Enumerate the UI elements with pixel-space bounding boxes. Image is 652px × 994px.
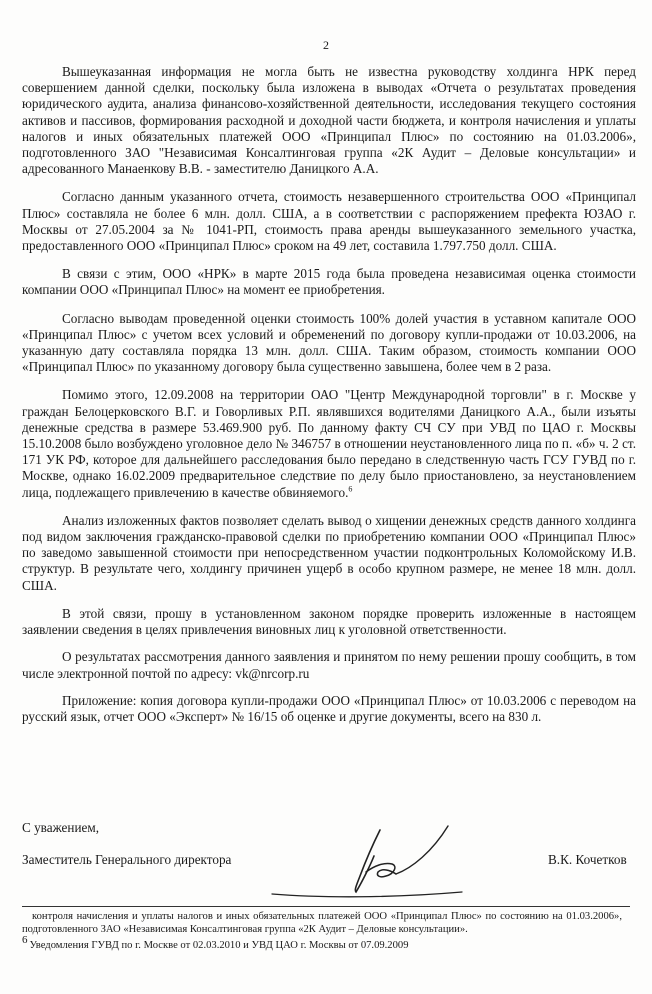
footnote-6-mark: 6	[22, 934, 28, 947]
handwritten-signature	[262, 812, 472, 902]
paragraph-1: Вышеуказанная информация не могла быть не известна руководству холдинга НРК перед совершением данной сделки, поскольку была изложена в выводах «Отчета о результатах проведения юридического аудита, анализа финансово-хозяйственной деятельности, исследования текущего состояния активов и пассивов, формирования расходной и доходной части бюджета, и контроля начисления и уплаты налогов и иных обязательных платежей ООО «Принципал Плюс» по состоянию на 01.03.2006», подготовленного ЗАО "Независимая Консалтинговая группа «2К Аудит – Деловые консультации» и адресованного Манаенкову В.В. - заместителю Даницкого А.А.	[22, 64, 636, 177]
signer-name: В.К. Кочетков	[548, 852, 627, 867]
footnote-divider	[22, 906, 630, 907]
paragraph-4: Согласно выводам проведенной оценки стоимость 100% долей участия в уставном капитале ООО «Принципал Плюс» с учетом всех условий и обременений по договору купли-продажи от 10.03.2006, на указанную дату составляла порядка 13 млн. долл. США. Таким образом, стоимость компании ООО «Принципал Плюс» по указанному договору была существенно завышена, более чем в 2 раза.	[22, 310, 636, 375]
footnote-continuation: контроля начисления и уплаты налогов и иных обязательных платежей ООО «Принципал Плюс» по состоянию на 01.03.2006», подготовленного ЗАО «Независимая Консалтинговая группа «2К Аудит – Деловые консультации».	[22, 911, 622, 935]
footnote-6-text: Уведомления ГУВД по г. Москве от 02.03.2010 и УВД ЦАО г. Москвы от 07.09.2009	[29, 940, 409, 951]
signer-position: Заместитель Генерального директора	[22, 852, 232, 867]
paragraph-7: В этой связи, прошу в установленном законом порядке проверить изложенные в настоящем заявлении сведения в целях привлечения виновных лиц к уголовной ответственности.	[22, 605, 636, 638]
paragraph-6: Анализ изложенных фактов позволяет сделать вывод о хищении денежных средств данного холдинга под видом заключения гражданско-правовой сделки по приобретению компании ООО «Принципал Плюс» по заведомо завышенной стоимости при непосредственном участии подконтрольных Коломойскому И.В. структур. В результате чего, холдингу причинен ущерб в особо крупном размере, не менее 18 млн. долл. США.	[22, 512, 636, 593]
attachment-note: Приложение: копия договора купли-продажи ООО «Принципал Плюс» от 10.03.2006 с переводом на русский язык, отчет ООО «Эксперт» № 16/15 об оценке и другие документы, всего на 830 л.	[22, 692, 636, 724]
letter-body	[22, 64, 636, 737]
paragraph-2: Согласно данным указанного отчета, стоимость незавершенного строительства ООО «Принципал Плюс» составляла не более 6 млн. долл. США, а в соответствии с распоряжением префекта ЮЗАО г. Москвы от 27.05.2004 за № 1041-РП, стоимость права аренды вышеуказанного земельного участка, предоставленного ООО «Принципал Плюс» сроком на 49 лет, составила 1.797.750 долл. США.	[22, 189, 636, 254]
paragraph-3: В связи с этим, ООО «НРК» в марте 2015 года была проведена независимая оценка стоимости компании ООО «Принципал Плюс» на момент ее приобретения.	[22, 266, 636, 298]
paragraph-8: О результатах рассмотрения данного заявления и принятом по нему решении прошу сообщить, в том числе электронной почтой по адресу: vk@nrcorp.ru	[22, 649, 636, 681]
paragraph-5-with-footnote	[22, 387, 636, 500]
closing-regards: С уважением,	[22, 820, 99, 835]
paragraph-5: Помимо этого, 12.09.2008 на территории ОАО "Центр Международной торговли" в г. Москве у граждан Белоцерковского В.Г. и Говорливых Р.П. являвшихся водителями Даницкого А.А., были изъяты денежные средства в размере 53.469.900 руб. По данному факту СЧ СУ при УВД по ЦАО г. Москвы 15.10.2008 было возбуждено уголовное дело № 346757 в отношении неустановленного лица по п. «б» ч. 2 ст. 171 УК РФ, которое для дальнейшего расследования было передано в следственную часть ГСУ ГУВД по г. Москве, однако 16.02.2009 предварительное следствие по делу было приостановлено, за неустановлением лица, подлежащего привлечению в качестве обвиняемого.	[22, 387, 636, 500]
footnote-reference: 6	[348, 484, 353, 494]
footnote-6	[22, 934, 622, 953]
page-number: 2	[323, 38, 329, 52]
